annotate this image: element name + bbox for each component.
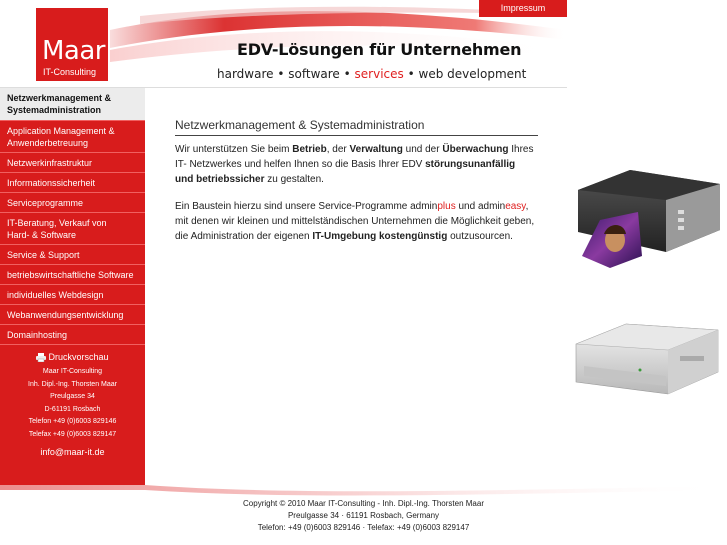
sidebar-item-label: Hard- & Software bbox=[7, 229, 77, 240]
sidebar-item-webdesign[interactable] bbox=[0, 284, 145, 304]
text-span: und admin bbox=[455, 201, 506, 212]
sidebar-item-betriebswirtschaftliche-software[interactable] bbox=[0, 264, 145, 284]
sidebar-contact bbox=[0, 344, 145, 457]
subline-separator: • bbox=[277, 67, 285, 81]
site-tagline: EDV-Lösungen für Unternehmen bbox=[237, 40, 522, 59]
sidebar-item-label: betriebswirtschaftliche Software bbox=[7, 269, 134, 280]
address-line: Telefon +49 (0)6003 829146 bbox=[28, 418, 117, 425]
adminplus-accent: plus bbox=[437, 201, 456, 212]
sidebar-item-label: Anwenderbetreuung bbox=[7, 137, 89, 148]
text-span: , mit denen wir kleinen und mittelständischen Unternehmen die Möglichkeit geben, die Administration der eigenen bbox=[175, 201, 535, 242]
sidebar-item-active[interactable] bbox=[0, 88, 145, 120]
address-line: Preulgasse 34 bbox=[50, 393, 95, 400]
sidebar-item-application-management[interactable] bbox=[0, 120, 145, 152]
sidebar-item-netzwerkinfrastruktur[interactable] bbox=[0, 152, 145, 172]
subline-hardware: hardware bbox=[217, 67, 274, 81]
admineasy-accent: easy bbox=[505, 201, 526, 212]
text-span: Ein Baustein hierzu sind unsere Service-Programme admin bbox=[175, 201, 438, 212]
print-preview-link[interactable] bbox=[0, 352, 145, 362]
sidebar-item-label: Systemadministration bbox=[7, 105, 102, 115]
sidebar-nav bbox=[0, 88, 145, 485]
inkjet-printer-image bbox=[570, 160, 722, 275]
intro-paragraph bbox=[175, 142, 535, 187]
sidebar-item-label: Netzwerkmanagement & bbox=[7, 93, 112, 103]
subline-software: software bbox=[288, 67, 340, 81]
sidebar-item-label: Netzwerkinfrastruktur bbox=[7, 157, 93, 168]
text-span: und der bbox=[402, 144, 443, 155]
page-title: Netzwerkmanagement & Systemadministration bbox=[175, 118, 538, 136]
footer-copyright: Copyright © 2010 Maar IT-Consulting - Inh. Dipl.-Ing. Thorsten Maar bbox=[243, 499, 484, 508]
email-link[interactable]: info@maar-it.de bbox=[40, 447, 105, 457]
printer-icon bbox=[36, 353, 46, 362]
text-span: Wir unterstützen Sie beim bbox=[175, 144, 293, 155]
site-header bbox=[0, 0, 727, 88]
sidebar-item-label: individuelles Webdesign bbox=[7, 289, 104, 300]
print-preview-label: Druckvorschau bbox=[48, 352, 109, 362]
text-span: , der bbox=[326, 144, 350, 155]
bold-text: IT-Umgebung kostengünstig bbox=[312, 231, 448, 242]
footer-phone: Telefon: +49 (0)6003 829146 · Telefax: +49 (0)6003 829147 bbox=[257, 523, 470, 532]
logo-name: Maar bbox=[42, 36, 105, 66]
text-span: zu gestalten. bbox=[264, 174, 324, 185]
sidebar-item-label: Informationssicherheit bbox=[7, 177, 96, 188]
logo-subtitle: IT-Consulting bbox=[43, 67, 97, 77]
sidebar-item-label: Serviceprogramme bbox=[7, 197, 84, 208]
sidebar-item-label: Service & Support bbox=[7, 249, 80, 260]
bold-text: Betrieb bbox=[292, 144, 327, 155]
impressum-link[interactable]: Impressum bbox=[479, 0, 567, 17]
address-line: Inh. Dipl.-Ing. Thorsten Maar bbox=[28, 380, 117, 388]
sidebar-item-label: Webanwendungsentwicklung bbox=[7, 309, 124, 320]
sidebar-item-label: Domainhosting bbox=[7, 329, 68, 340]
bold-text: Überwachung bbox=[442, 144, 509, 155]
sidebar-item-service-support[interactable] bbox=[0, 244, 145, 264]
text-span: Ihres IT- Netzwerkes und helfen Ihnen so die Basis Ihrer EDV bbox=[175, 144, 534, 170]
subline-separator: • bbox=[343, 67, 351, 81]
bold-text: Verwaltung bbox=[349, 144, 403, 155]
bold-text: störungsunanfällig und betriebssicher bbox=[175, 159, 516, 185]
sidebar-item-label: IT-Beratung, Verkauf von bbox=[7, 217, 107, 228]
site-footer bbox=[0, 498, 727, 534]
services-subline bbox=[217, 67, 526, 81]
subline-services: services bbox=[354, 67, 404, 81]
subline-webdev: web development bbox=[418, 67, 527, 81]
sidebar-item-webanwendungsentwicklung[interactable] bbox=[0, 304, 145, 324]
address-line: Maar IT-Consulting bbox=[42, 368, 103, 375]
sidebar-item-it-beratung[interactable] bbox=[0, 212, 145, 244]
address-line: D-61191 Rosbach bbox=[44, 405, 101, 413]
laser-printer-image bbox=[570, 316, 722, 400]
sidebar-item-serviceprogramme[interactable] bbox=[0, 192, 145, 212]
text-span: outzusourcen. bbox=[447, 231, 513, 242]
service-paragraph bbox=[175, 199, 535, 244]
subline-separator: • bbox=[407, 67, 415, 81]
company-logo[interactable] bbox=[36, 8, 108, 81]
address-line: Telefax +49 (0)6003 829147 bbox=[28, 430, 117, 438]
sidebar-item-label: Application Management & bbox=[7, 125, 115, 136]
sidebar-item-domainhosting[interactable] bbox=[0, 324, 145, 344]
footer-address: Preulgasse 34 · 61191 Rosbach, Germany bbox=[287, 511, 440, 520]
sidebar-item-informationssicherheit[interactable] bbox=[0, 172, 145, 192]
